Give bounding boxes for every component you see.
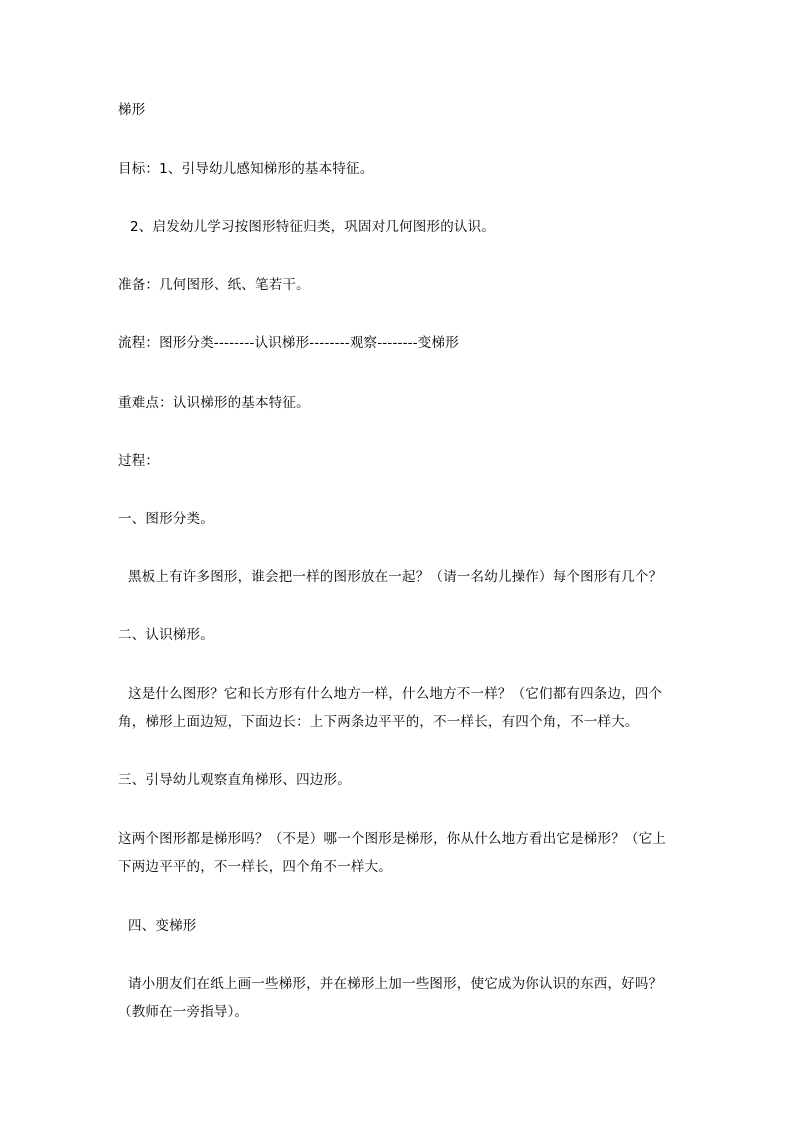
section-2-title: 二、认识梯形。 bbox=[118, 627, 214, 643]
preparation: 准备：几何图形、纸、笔若干。 bbox=[118, 277, 310, 293]
section-4-text-line-2: （教师在一旁指导）。 bbox=[118, 1004, 249, 1020]
goal-1: 目标：1、引导幼儿感知梯形的基本特征。 bbox=[118, 161, 374, 177]
document-title: 梯形 bbox=[118, 102, 146, 118]
section-4-title: 四、变梯形 bbox=[128, 918, 197, 934]
key-point: 重难点：认识梯形的基本特征。 bbox=[118, 395, 310, 411]
section-3-text-line-2: 下两边平平的，不一样长，四个角不一样大。 bbox=[118, 859, 392, 875]
section-2-text-line-1: 这是什么图形？它和长方形有什么地方一样，什么地方不一样？（它们都有四条边，四个 bbox=[128, 686, 663, 702]
section-3-title: 三、引导幼儿观察直角梯形、四边形。 bbox=[118, 772, 351, 788]
section-1-title: 一、图形分类。 bbox=[118, 511, 214, 527]
goal-2: 2、启发幼儿学习按图形特征归类，巩固对几何图形的认识。 bbox=[130, 219, 495, 235]
section-2-text-line-2: 角，梯形上面边短，下面边长：上下两条边平平的，不一样长，有四个角，不一样大。 bbox=[118, 714, 639, 730]
process-label: 过程： bbox=[118, 453, 160, 469]
section-3-text-line-1: 这两个图形都是梯形吗？（不是）哪一个图形是梯形，你从什么地方看出它是梯形？（它上 bbox=[118, 831, 666, 847]
section-4-text-line-1: 请小朋友们在纸上画一些梯形，并在梯形上加一些图形，使它成为你认识的东西，好吗？ bbox=[128, 976, 663, 992]
section-1-text: 黑板上有许多图形，谁会把一样的图形放在一起？（请一名幼儿操作）每个图形有几个？ bbox=[128, 569, 663, 585]
flow: 流程：图形分类--------认识梯形--------观察--------变梯形 bbox=[118, 335, 459, 351]
